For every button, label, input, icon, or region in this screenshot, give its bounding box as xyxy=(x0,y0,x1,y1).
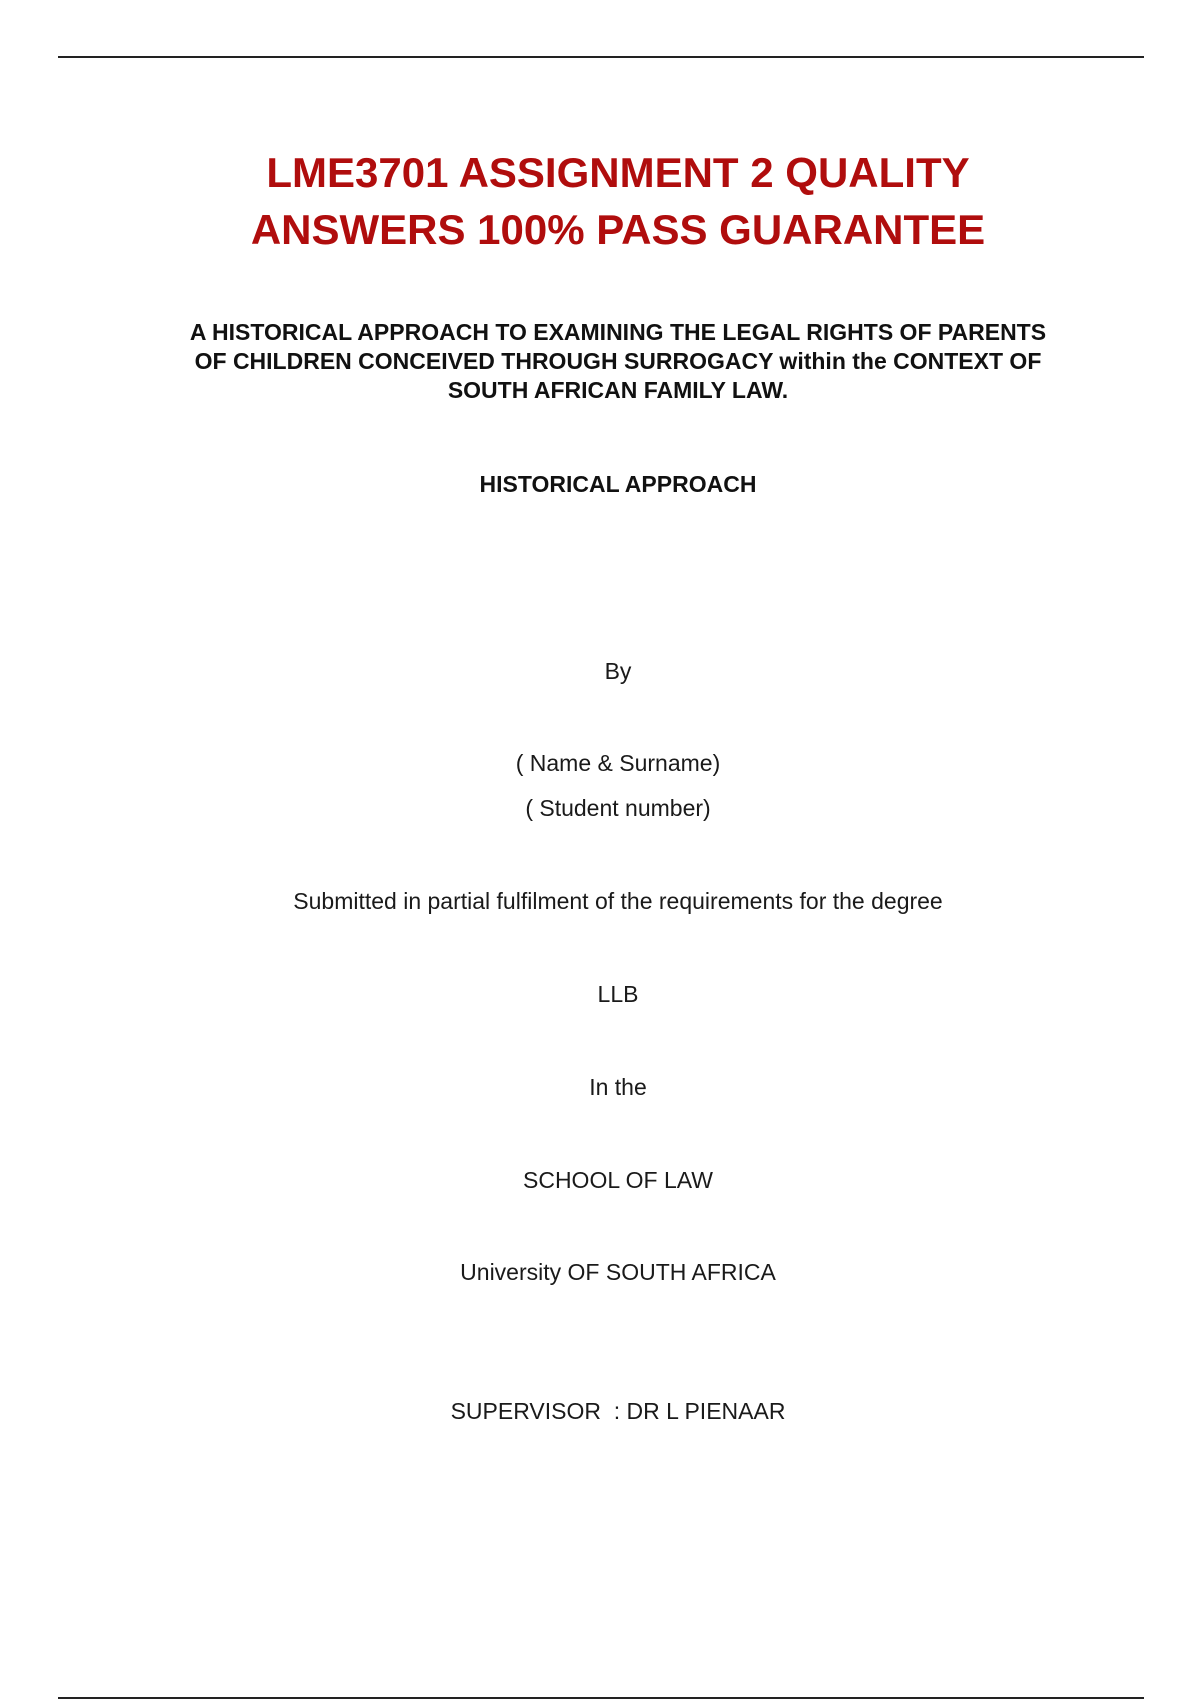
student-number-placeholder: ( Student number) xyxy=(525,795,711,821)
author-name-placeholder: ( Name & Surname) xyxy=(515,750,721,776)
by-label: By xyxy=(604,658,632,684)
submission-statement: Submitted in partial fulfilment of the requirements for the degree xyxy=(293,888,943,914)
degree-name: LLB xyxy=(597,981,639,1007)
title-line-2: ANSWERS 100% PASS GUARANTEE xyxy=(250,206,986,253)
document-title xyxy=(120,144,1116,258)
subtitle-line-2: OF CHILDREN CONCEIVED THROUGH SURROGACY within the CONTEXT OF xyxy=(194,348,1042,374)
document-subtitle xyxy=(150,318,1086,405)
top-rule xyxy=(58,56,1144,58)
bottom-rule xyxy=(58,1697,1144,1699)
in-the-label: In the xyxy=(589,1074,647,1100)
section-heading: HISTORICAL APPROACH xyxy=(479,471,757,497)
subtitle-line-3: SOUTH AFRICAN FAMILY LAW. xyxy=(447,377,789,403)
university-name: University OF SOUTH AFRICA xyxy=(460,1259,776,1285)
title-line-1: LME3701 ASSIGNMENT 2 QUALITY xyxy=(266,149,970,196)
subtitle-line-1: A HISTORICAL APPROACH TO EXAMINING THE LEGAL RIGHTS OF PARENTS xyxy=(189,319,1047,345)
school-name: SCHOOL OF LAW xyxy=(523,1167,713,1193)
supervisor-line: SUPERVISOR : DR L PIENAAR xyxy=(450,1398,786,1424)
